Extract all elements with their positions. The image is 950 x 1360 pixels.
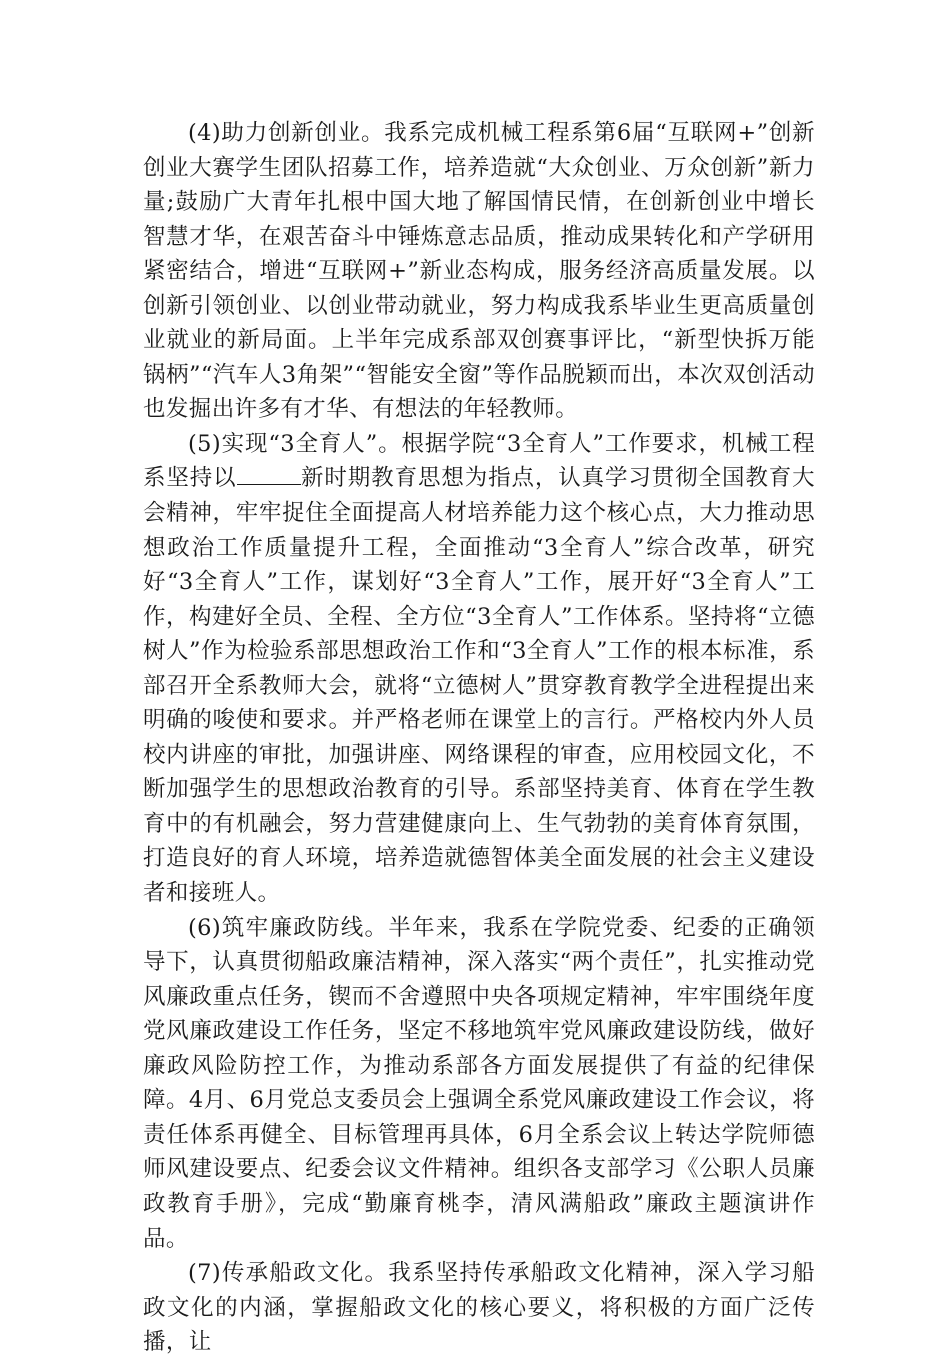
- paragraph-innovation-entrepreneurship: [143, 116, 815, 427]
- paragraph-text: (7)传承船政文化。我系坚持传承船政文化精神，深入学习船政文化的内涵，掌握船政文化的核心要义，将积极的方面广泛传播，让: [143, 1260, 815, 1356]
- blank-underline: [237, 466, 301, 485]
- paragraph-text: (6)筑牢廉政防线。半年来，我系在学院党委、纪委的正确领导下，认真贯彻船政廉洁精神，深入落实“两个责任”，扎实推动党风廉政重点任务，锲而不舍遵照中央各项规定精神，牢牢围绕年度党风廉政建设工作任务，坚定不移地筑牢党风廉政建设防线，做好廉政风险防控工作，为推动系部各方面发展提供了有益的纪律保障。4月、6月党总支委员会上强调全系党风廉政建设工作会议，将责任体系再健全、目标管理再具体，6月全系会议上转达学院师德师风建设要点、纪委会议文件精神。组织各支部学习《公职人员廉政教育手册》，完成“勤廉育桃李，清风满船政”廉政主题演讲作品。: [143, 914, 815, 1252]
- paragraph-chuanzheng-culture: [143, 1256, 815, 1360]
- document-body: [143, 116, 815, 1360]
- paragraph-text-after-blank: 新时期教育思想为指点，认真学习贯彻全国教育大会精神，牢牢捉住全面提高人材培养能力这个核心点，大力推动思想政治工作质量提升工程，全面推动“3全育人”综合改革，研究好“3全育人”工作，谋划好“3全育人”工作，展开好“3全育人”工作，构建好全员、全程、全方位“3全育人”工作体系。坚持将“立德树人”作为检验系部思想政治工作和“3全育人”工作的根本标准，系部召开全系教师大会，就将“立德树人”贯穿教育教学全进程提出来明确的唆使和要求。并严格老师在课堂上的言行。严格校内外人员校内讲座的审批，加强讲座、网络课程的审查，应用校园文化，不断加强学生的思想政治教育的引导。系部坚持美育、体育在学生教育中的有机融会，努力营建健康向上、生气勃勃的美育体育氛围，打造良好的育人环境，培养造就德智体美全面发展的社会主义建设者和接班人。: [143, 465, 815, 907]
- paragraph-three-all-education: [143, 427, 815, 911]
- paragraph-integrity-defense: [143, 911, 815, 1256]
- paragraph-text: (4)助力创新创业。我系完成机械工程系第6届“互联网+”创新创业大赛学生团队招募工作，培养造就“大众创业、万众创新”新力量;鼓励广大青年扎根中国大地了解国情民情，在创新创业中增长智慧才华，在艰苦奋斗中锤炼意志品质，推动成果转化和产学研用紧密结合，增进“互联网+”新业态构成，服务经济高质量发展。以创新引领创业、以创业带动就业，努力构成我系毕业生更高质量创业就业的新局面。上半年完成系部双创赛事评比，“新型快拆万能锅柄”“汽车人3角架”“智能安全窗”等作品脱颖而出，本次双创活动也发掘出许多有才华、有想法的年轻教师。: [143, 120, 815, 423]
- paragraph-text-before-blank: (5)实现“3全育人”。根据学院“3全育人”工作要求，机械工程系坚持以: [143, 430, 815, 492]
